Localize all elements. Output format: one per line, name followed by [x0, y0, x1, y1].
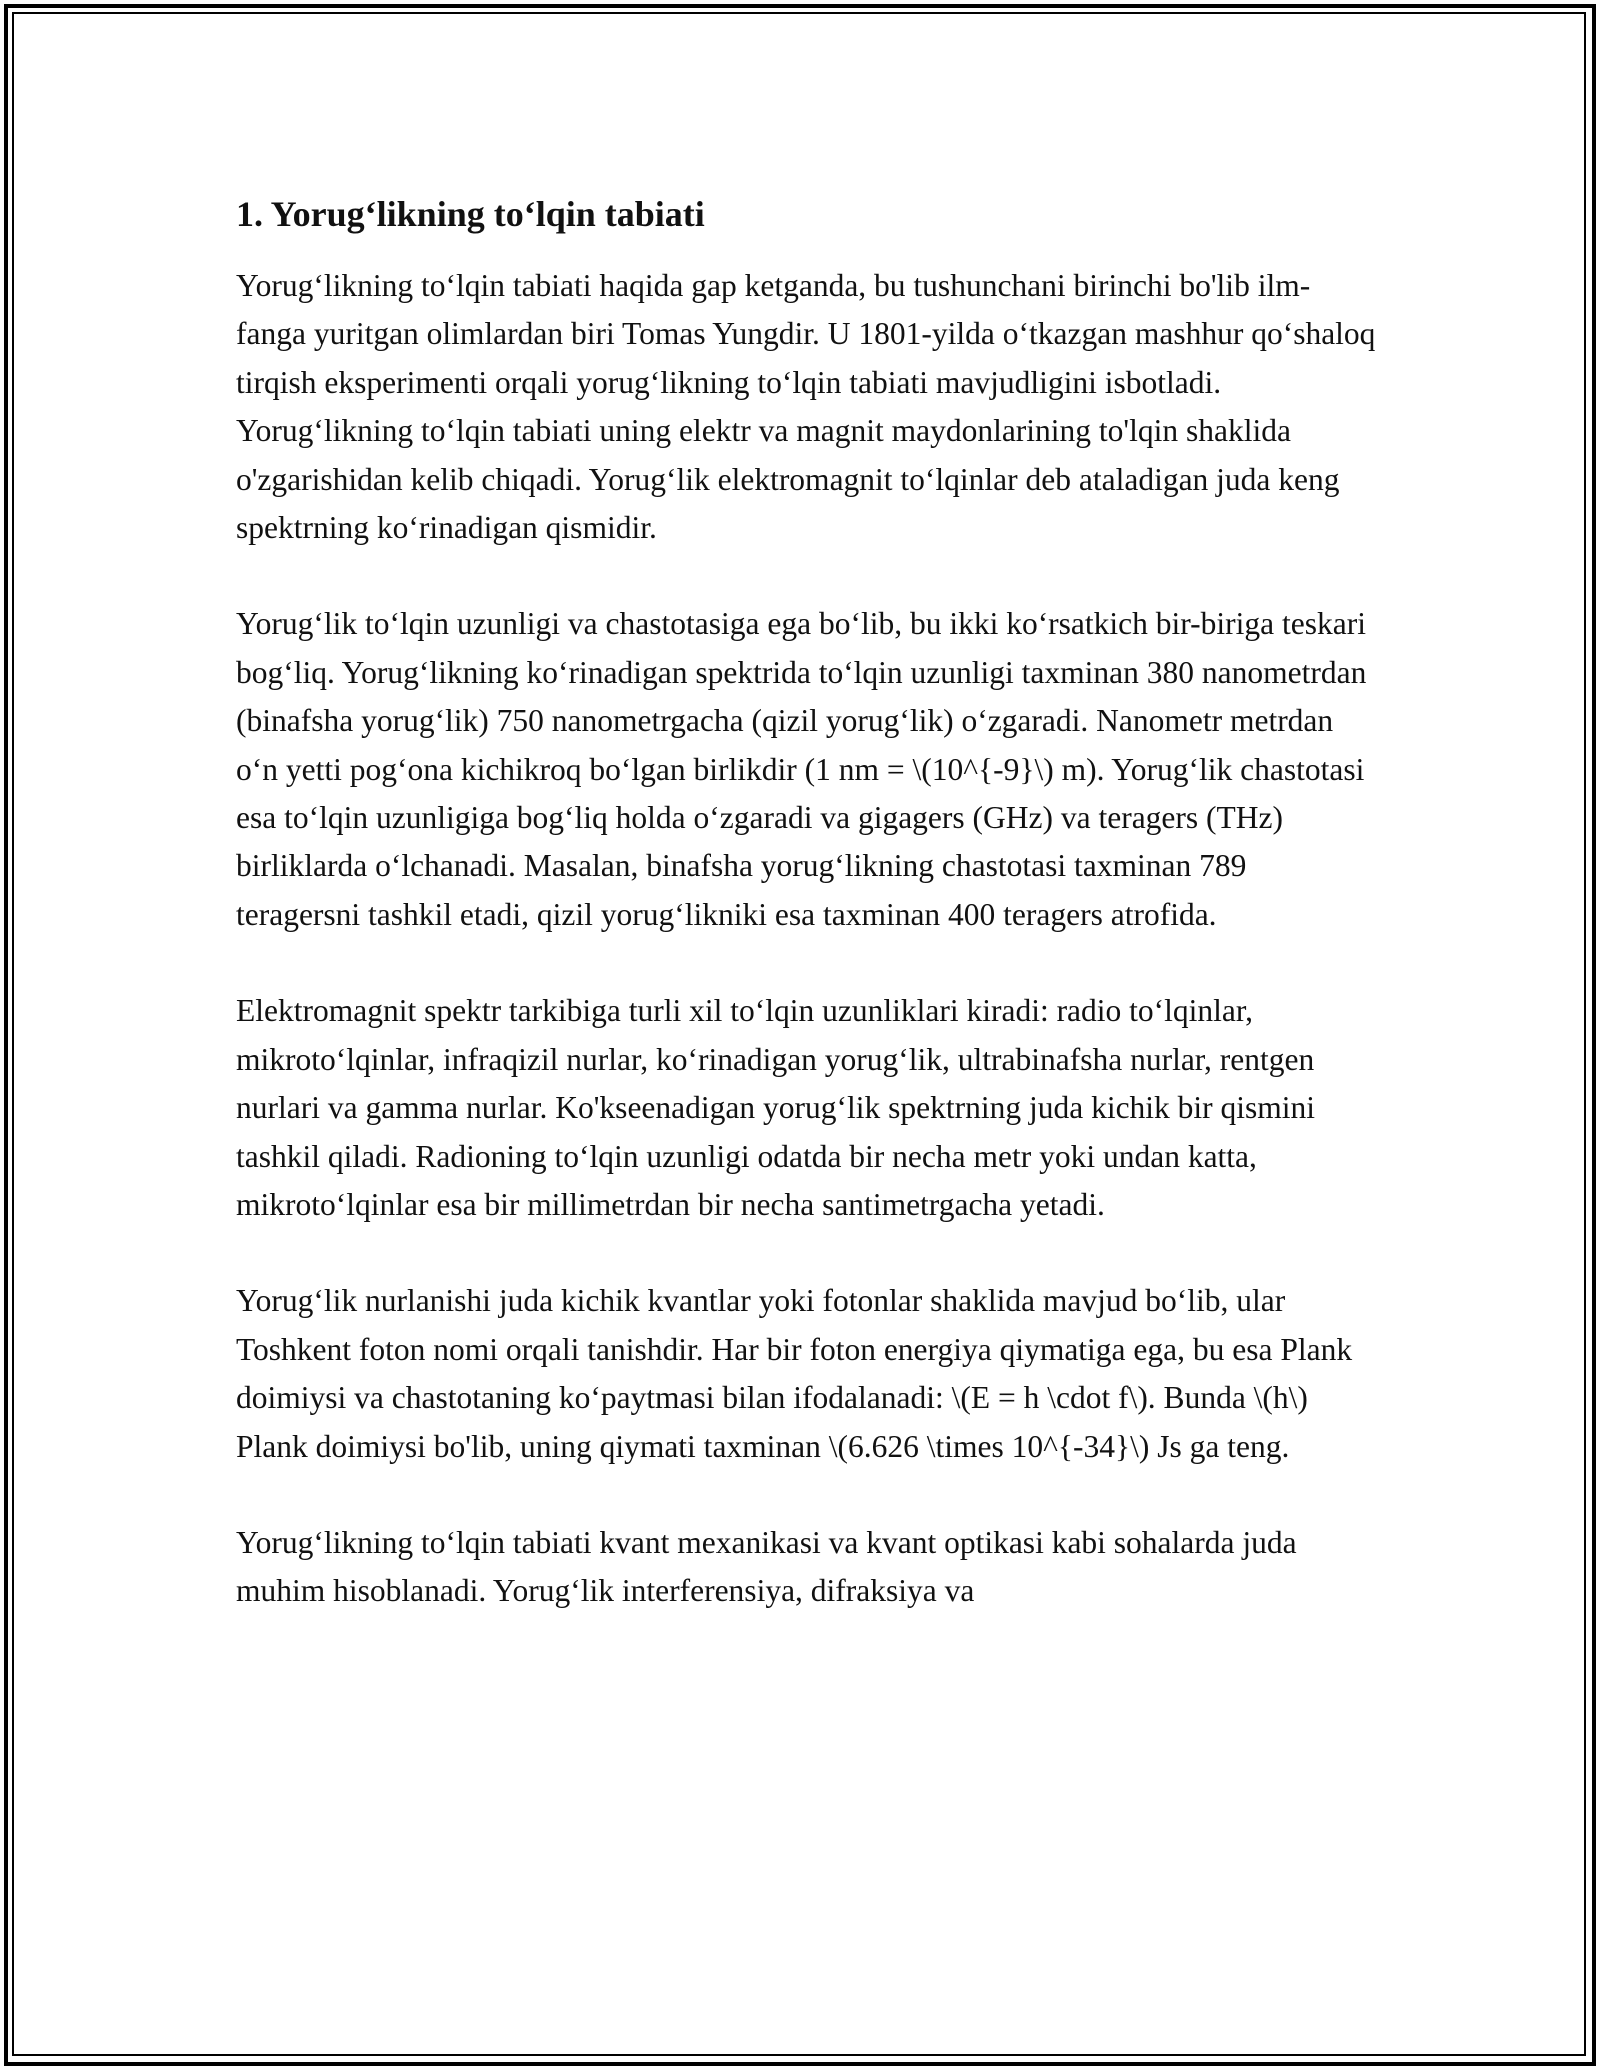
paragraph-quantum-optics: Yorug‘likning to‘lqin tabiati kvant mexanikasi va kvant optikasi kabi sohalarda juda muhim hisoblanadi. Yorug‘lik interferensiya, difraksiya va	[236, 1524, 1297, 1609]
paragraph-wave-nature-intro: Yorug‘likning to‘lqin tabiati haqida gap ketganda, bu tushunchani birinchi bo'lib ilm-fanga yuritgan olimlardan biri Tomas Yungdir. U 1801-yilda o‘tkazgan mashhur qo‘shaloq tirqish eksperimenti orqali yorug‘likning to‘lqin tabiati mavjudligini isbotladi. Yorug‘likning to‘lqin tabiati uning elektr va magnit maydonlarining to'lqin shaklida o'zgarishidan kelib chiqadi. Yorug‘lik elektromagnit to‘lqinlar deb ataladigan juda keng spektrning ko‘rinadigan qismidir.	[236, 268, 1376, 546]
document-body	[236, 190, 1376, 1664]
paragraph-photons: Yorug‘lik nurlanishi juda kichik kvantlar yoki fotonlar shaklida mavjud bo‘lib, ular Toshkent foton nomi orqali tanishdir. Har bir foton energiya qiymatiga ega, bu esa Plank doimiysi va chastotaning ko‘paytmasi bilan ifodalanadi: \(E = h \cdot f\). Bunda \(h\) Plank doimiysi bo'lib, uning qiymati taxminan \(6.626 \times 10^{-34}\) Js ga teng.	[236, 1283, 1353, 1464]
section-heading: 1. Yorug‘likning to‘lqin tabiati	[236, 194, 705, 234]
paragraph-wavelength-frequency: Yorug‘lik to‘lqin uzunligi va chastotasiga ega bo‘lib, bu ikki ko‘rsatkich bir-biriga teskari bog‘liq. Yorug‘likning ko‘rinadigan spektrida to‘lqin uzunligi taxminan 380 nanometrdan (binafsha yorug‘lik) 750 nanometrgacha (qizil yorug‘lik) o‘zgaradi. Nanometr metrdan o‘n yetti pog‘ona kichikroq bo‘lgan birlikdir (1 nm = \(10^{-9}\) m). Yorug‘lik chastotasi esa to‘lqin uzunligiga bog‘liq holda o‘zgaradi va gigagers (GHz) va teragers (THz) birliklarda o‘lchanadi. Masalan, binafsha yorug‘likning chastotasi taxminan 789 teragersni tashkil etadi, qizil yorug‘likniki esa taxminan 400 teragers atrofida.	[236, 606, 1367, 932]
paragraph-electromagnetic-spectrum: Elektromagnit spektr tarkibiga turli xil to‘lqin uzunliklari kiradi: radio to‘lqinlar, mikroto‘lqinlar, infraqizil nurlar, ko‘rinadigan yorug‘lik, ultrabinafsha nurlar, rentgen nurlari va gamma nurlar. Ko'kseenadigan yorug‘lik spektrning juda kichik bir qismini tashkil qiladi. Radioning to‘lqin uzunligi odatda bir necha metr yoki undan katta, mikroto‘lqinlar esa bir millimetrdan bir necha santimetrgacha yetadi.	[236, 993, 1316, 1222]
